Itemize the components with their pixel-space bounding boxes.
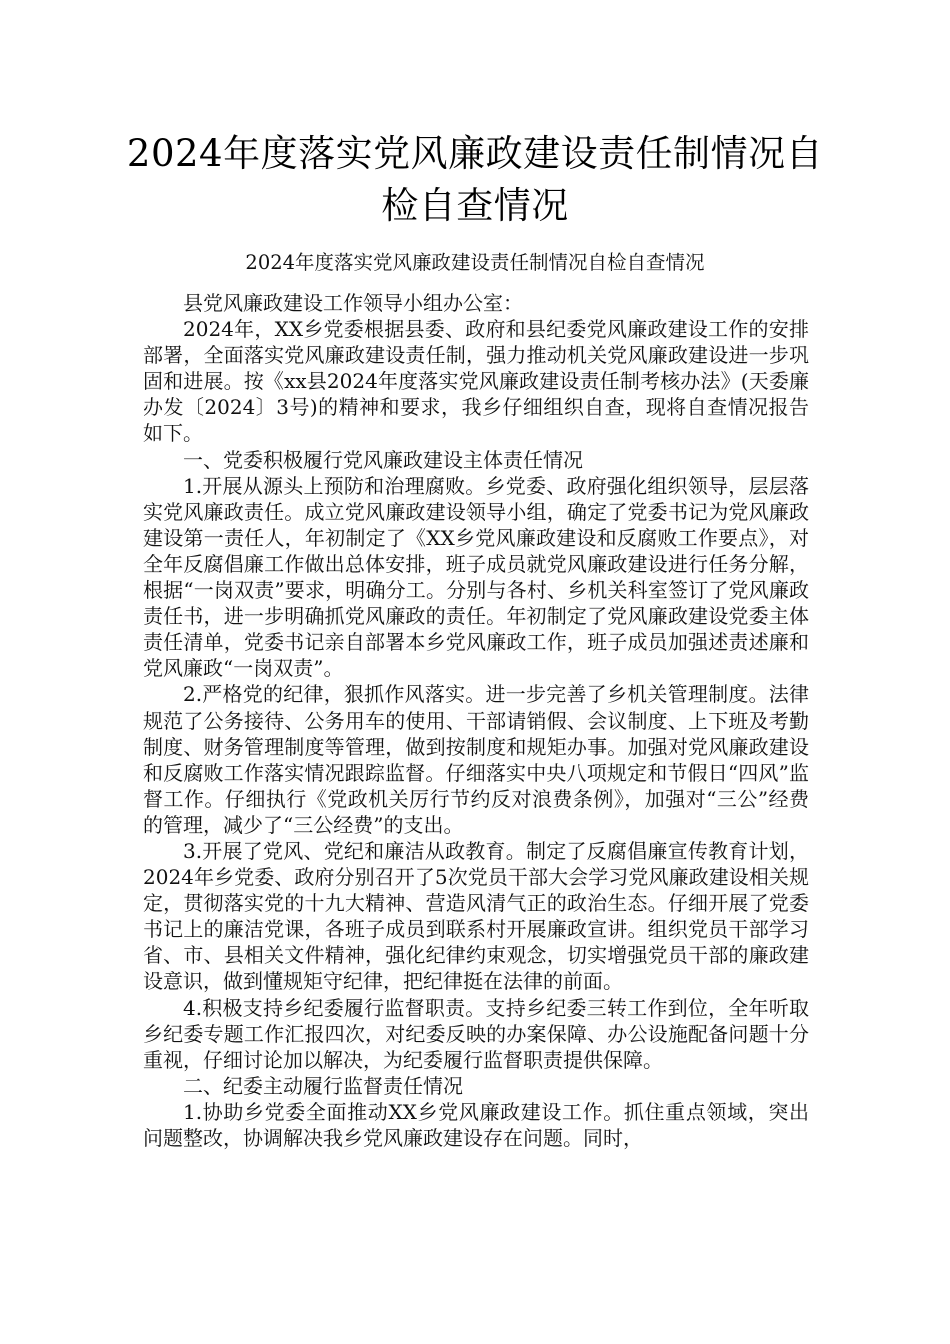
paragraph-intro: 2024年，XX乡党委根据县委、政府和县纪委党风廉政建设工作的安排部署，全面落实党风廉政建设责任制，强力推动机关党风廉政建设进一步巩固和进展。按《xx县2024年度落实党风廉政建设责任制考核办法》(天委廉办发〔2024〕3号)的精神和要求，我乡仔细组织自查，现将自查情况报告如下。: [143, 317, 809, 446]
section-heading-1: 一、党委积极履行党风廉政建设主体责任情况: [183, 447, 583, 472]
paragraph-1-2: 2.严格党的纪律，狠抓作风落实。进一步完善了乡机关管理制度。法律规范了公务接待、公务用车的使用、干部请销假、会议制度、上下班及考勤制度、财务管理制度等管理，做到按制度和规矩办事。加强对党风廉政建设和反腐败工作落实情况跟踪监督。仔细落实中央八项规定和节假日“四风”监督工作。仔细执行《党政机关厉行节约反对浪费条例》，加强对“三公”经费的管理，减少了“三公经费”的支出。: [143, 682, 809, 837]
paragraph-2-1: 1.协助乡党委全面推动XX乡党风廉政建设工作。抓住重点领域，突出问题整改，协调解决我乡党风廉政建设存在问题。同时，: [143, 1099, 809, 1150]
document-body: [143, 290, 809, 1151]
section-heading-2: 二、纪委主动履行监督责任情况: [183, 1073, 463, 1098]
document-subtitle: 2024年度落实党风廉政建设责任制情况自检自查情况: [245, 251, 705, 274]
paragraph-1-1: 1.开展从源头上预防和治理腐败。乡党委、政府强化组织领导，层层落实党风廉政责任。成立党风廉政建设领导小组，确定了党委书记为党风廉政建设第一责任人，年初制定了《XX乡党风廉政建设和反腐败工作要点》，对全年反腐倡廉工作做出总体安排，班子成员就党风廉政建设进行任务分解，根据“一岗双责”要求，明确分工。分别与各村、乡机关科室签订了党风廉政责任书，进一步明确抓党风廉政的责任。年初制定了党风廉政建设党委主体责任清单，党委书记亲自部署本乡党风廉政工作，班子成员加强述责述廉和党风廉政“一岗双责”。: [143, 473, 809, 681]
title-line-1: 2024年度落实党风廉政建设责任制情况自: [126, 132, 824, 175]
title-line-2: 检自查情况: [381, 184, 569, 227]
paragraph-1-4: 4.积极支持乡纪委履行监督职责。支持乡纪委三转工作到位，全年听取乡纪委专题工作汇报四次，对纪委反映的办案保障、办公设施配备问题十分重视，仔细讨论加以解决，为纪委履行监督职责提供保障。: [143, 995, 809, 1072]
paragraph-1-3: 3.开展了党风、党纪和廉洁从政教育。制定了反腐倡廉宣传教育计划，2024年乡党委、政府分别召开了5次党员干部大会学习党风廉政建设相关规定，贯彻落实党的十九大精神、营造风清气正的政治生态。仔细开展了党委书记上的廉洁党课，各班子成员到联系村开展廉政宣讲。组织党员干部学习省、市、县相关文件精神，强化纪律约束观念，切实增强党员干部的廉政建设意识，做到懂规矩守纪律，把纪律挺在法律的前面。: [143, 838, 809, 994]
addressee: 县党风廉政建设工作领导小组办公室：: [183, 291, 523, 315]
document-title: [120, 128, 830, 232]
